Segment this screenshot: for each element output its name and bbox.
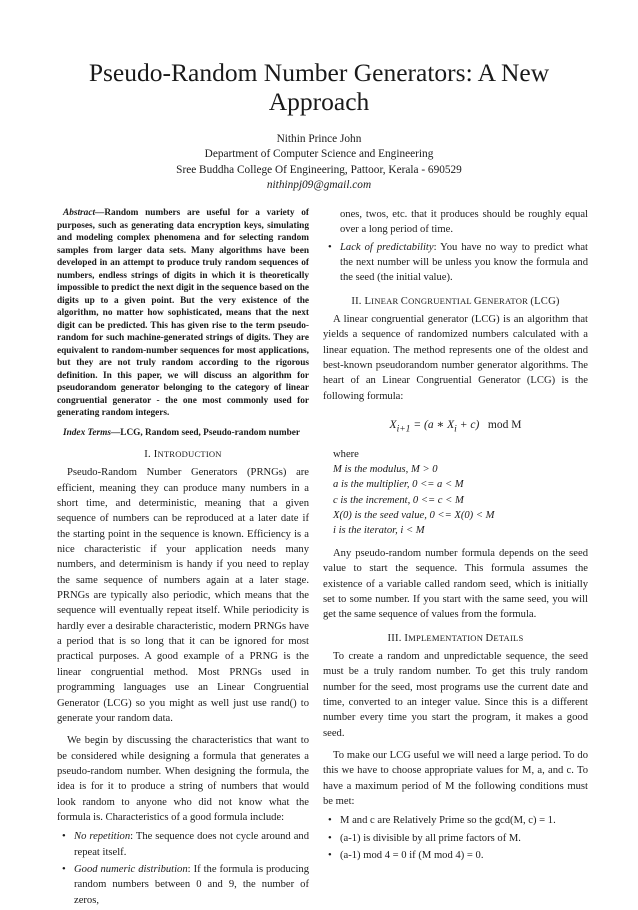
characteristics-list [57,829,309,908]
where-label: where [333,448,359,460]
bullet-text: : If the formula is producing random numbers between 0 and 9, the number of zeros, [74,863,310,906]
lcg-formula [323,418,588,437]
list-item [57,862,309,908]
author-name: Nithin Prince John [276,133,362,145]
section-2-word-2: ONGRUENTIAL [408,295,474,306]
impl-paragraph-1: To create a random and unpredictable sequence, the seed must be a truly random number. To get this truly random number for the seed, most programs use the current date and time, converted to an integer value. Since this is a different number every time you start the program, it makes a good seed. [323,650,588,739]
section-1-number: I. I [144,449,158,460]
section-2-cap-3: G [473,295,482,307]
list-continuation: ones, twos, etc. that it produces should be roughly equal over a long period of time. [340,209,588,236]
definition-line: c is the increment, 0 <= c < M [333,494,464,506]
author-department: Department of Computer Science and Engineering [204,148,434,161]
list-item: • (a-1) is divisible by all prime factors of M. [323,831,588,846]
abstract-text: —Random numbers are useful for a variety of purposes, such as generating data encryption keys, simulating and modeling complex phenomena and for selecting random samples from larger data sets. Many algorithms have been developed in an attempt to produce truly random sequences of numbers, endless strings of digits in which it is theoretically impossible to predict the next digit in the sequence based on the digits up to a given point. But the very existence of the algorithm, no matter how sophisticated, means that the next digit can be predicted. This has given rise to the term pseudo-random for such machine-generated strings of digits. They are equivalent to random-number sequences for most applications, but they are not truly random according to the rigorous definition. In this paper, we will discuss an algorithm for pseudorandom generator belonging to the category of linear congruential generator - the one most commonly used for generating random integers. [57,208,309,418]
bullet-lead: Good numeric distribution [74,863,188,875]
formula-rhs: + c) [456,419,480,432]
section-heading-introduction [57,447,309,462]
formula-mod: mod M [487,419,522,432]
definition-line: i is the iterator, i < M [333,525,425,537]
left-column [57,207,309,910]
index-terms-lead: Index Terms [63,427,111,438]
bullet-text: : The sequence does not cycle around and repeat itself. [74,831,309,858]
bullet-lead: No repetition [74,831,131,843]
lcg-paragraph-2: Any pseudo-random number formula depends on the seed value to start the sequence. This formula assumes the existence of a variable called random seed, which is initially set to some number. If you start with the same seed, you will get the same sequence of values from the formula. [323,547,588,621]
section-3-word-2: ETAILS [493,632,524,643]
impl-paragraph-2: To make our LCG useful we will need a large period. To do this we have to choose appropriate values for M, a, and c. To have a maximum period of M the following conditions must be met: [323,749,588,807]
index-terms [57,427,309,440]
section-3-cap-2: D [485,632,494,644]
abstract-lead: Abstract [63,208,96,218]
title-line-2: Approach [268,87,370,116]
section-2-tail: (LCG) [530,295,560,307]
paper-title [40,58,598,116]
lcg-paragraph-1: A linear congruential generator (LCG) is an algorithm that yields a sequence of randomized numbers calculated with a linear equation. The method represents one of the oldest and best-known pseudorandom number generator algorithms. The heart of an Linear Congruential Generator (LCG) is the following formula: [323,314,588,402]
period-conditions-list [323,813,588,863]
definition-line: X(0) is the seed value, 0 <= X(0) < M [333,510,495,522]
definition-line: a is the multiplier, 0 <= a < M [333,479,464,491]
bullet-lead: Lack of predictability [340,241,434,253]
characteristics-list-continued [323,240,588,286]
right-column [323,207,588,865]
formula-subscript-2: i [454,423,457,435]
variable-definitions [323,462,588,539]
index-terms-text: —LCG, Random seed, Pseudo-random number [110,427,301,438]
section-3-number: III. I [387,632,409,644]
section-2-number: II. L [351,295,372,307]
section-heading-implementation [323,631,588,646]
list-item [57,829,309,860]
section-1-title: NTRODUCTION [157,449,222,459]
author-email[interactable]: nithinpj09@gmail.com [266,179,372,192]
author-college: Sree Buddha College Of Engineering, Pattoor, Kerala - 690529 [176,163,462,176]
intro-paragraph-2: We begin by discussing the characteristics that want to be considered while designing a formula that generates a pseudo-random number. When designing the formula, the idea is for it to produce a string of numbers that would look random to anyone who did not know what the formula is. Characteristics of a good formula include: [57,735,309,823]
formula-middle: = (a ∗ X [410,419,455,432]
abstract [57,207,309,420]
author-block [40,132,598,194]
section-2-word-3: ENERATOR [481,295,531,306]
formula-lhs: X [389,419,397,432]
section-2-word-1: INEAR [371,295,401,306]
intro-paragraph-1: Pseudo-Random Number Generators (PRNGs) are efficient, meaning they can produce many numbers in a short time, and deterministic, meaning that a given sequence of numbers can be reproduced at a later date if the starting point in the sequence is known. Efficiency is a nice characteristic if your application needs many numbers, and determinism is handy if you need to replay the same sequence of numbers again at a later stage. PRNGs are typically also periodic, which means that the sequence will eventually repeat itself. While periodicity is hardly ever a desirable characteristic, modern PRNGs have a period that is so long that it can be ignored for most practical purposes. A good example of a PRNG is the linear congruential method. Most PRNGs used in programming languages use an Linear Congruential Generator (LCG) so you might as well just use rand() to generate your random data. [57,467,309,724]
section-3-word-1: MPLEMENTATION [408,632,486,643]
list-item [323,240,588,286]
formula-subscript: i+1 [396,423,411,435]
bullet-text: : You have no way to predict what the next number will be unless you know the formula and the seed (the initial value). [340,241,588,284]
section-2-cap-2: C [400,295,409,307]
title-line-1: Pseudo-Random Number Generators: A New [88,58,550,87]
list-item: • M and c are Relatively Prime so the gcd(M, c) = 1. [323,813,588,828]
list-item: • (a-1) mod 4 = 0 if (M mod 4) = 0. [323,848,588,863]
section-heading-lcg [323,294,588,309]
definition-line: M is the modulus, M > 0 [333,464,438,476]
